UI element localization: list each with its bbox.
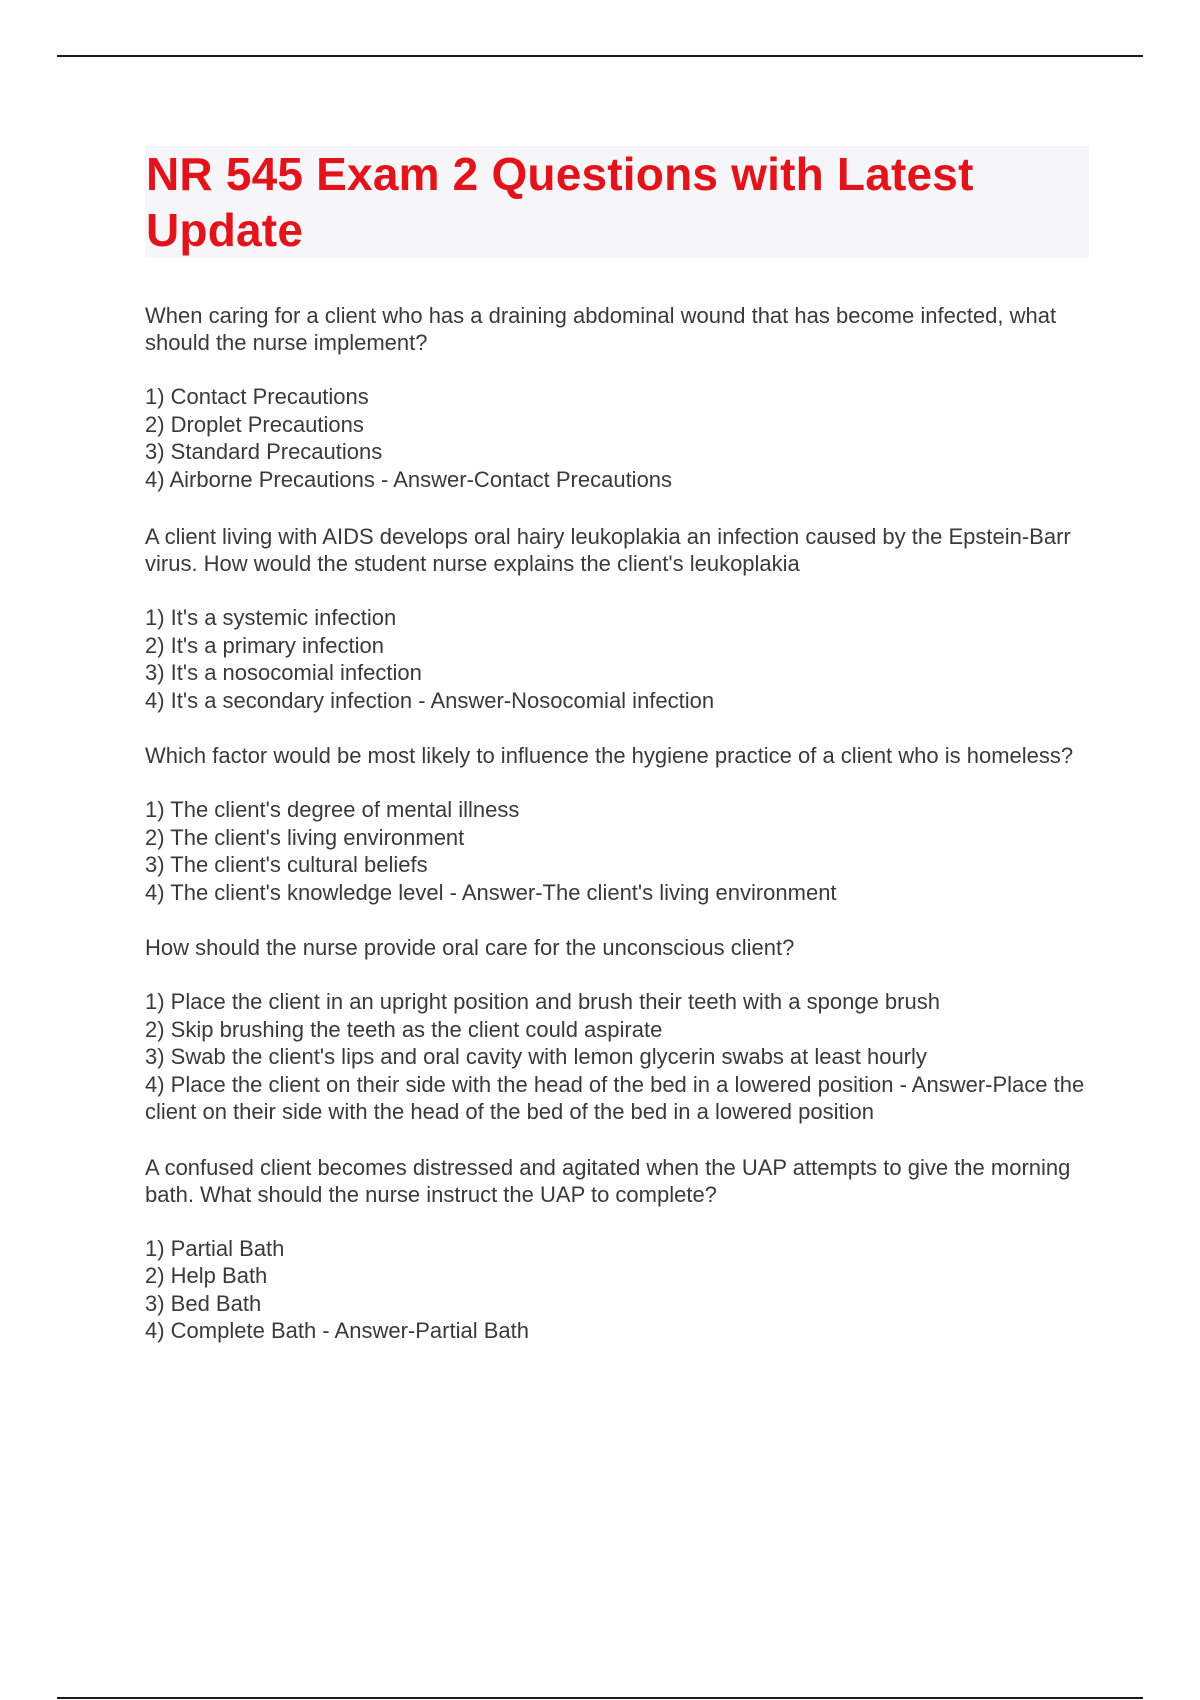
option-item: 2) It's a primary infection [145,632,384,658]
option-item: 1) Partial Bath [145,1235,285,1261]
question-text: When caring for a client who has a draining abdominal wound that has become infected, what should the nurse implement? [145,303,1057,355]
option-item-answer: 4) It's a secondary infection - Answer-Nosocomial infection [145,687,715,713]
question-text: How should the nurse provide oral care for the unconscious client? [145,935,795,960]
option-item: 2) Droplet Precautions [145,411,364,437]
title-banner [145,146,1089,258]
question-block-4 [145,934,1085,1126]
option-item-answer: 4) Place the client on their side with the head of the bed in a lowered position - Answer-Place the client on their side with the head of the bed of the bed in a lowered position [145,1071,1085,1124]
option-list [145,1235,1085,1345]
option-item: 3) Standard Precautions [145,439,383,464]
question-block-1 [145,302,1085,493]
option-list [145,988,1085,1126]
option-item: 1) Place the client in an upright position and brush their teeth with a sponge brush [145,989,940,1014]
option-item-answer: 4) Complete Bath - Answer-Partial Bath [145,1318,529,1343]
option-item: 1) The client's degree of mental illness [145,797,520,822]
option-item-answer: 4) The client's knowledge level - Answer-The client's living environment [145,879,837,905]
top-divider [57,55,1143,57]
option-item-answer: 4) Airborne Precautions - Answer-Contact Precautions [145,466,673,492]
question-text: A client living with AIDS develops oral hairy leukoplakia an infection caused by the Epstein-Barr virus. How would the student nurse explains the client's leukoplakia [145,524,1071,576]
option-list [145,796,1085,906]
question-text: Which factor would be most likely to influence the hygiene practice of a client who is homeless? [145,743,1074,768]
question-block-5 [145,1154,1085,1345]
option-list [145,604,1085,714]
question-block-2 [145,523,1085,714]
option-item: 3) The client's cultural beliefs [145,852,428,877]
option-item: 2) Help Bath [145,1263,268,1288]
option-item: 1) It's a systemic infection [145,605,397,630]
option-list [145,383,1085,493]
option-item: 2) The client's living environment [145,824,465,850]
question-text: A confused client becomes distressed and agitated when the UAP attempts to give the morning bath. What should the nurse instruct the UAP to complete? [145,1154,1071,1207]
option-item: 3) Bed Bath [145,1290,262,1316]
page-title: NR 545 Exam 2 Questions with Latest Update [146,148,974,256]
option-item: 2) Skip brushing the teeth as the client could aspirate [145,1016,663,1042]
question-block-3 [145,742,1085,906]
question-list [145,302,1085,1373]
option-item: 3) Swab the client's lips and oral cavity with lemon glycerin swabs at least hourly [145,1044,927,1069]
option-item: 3) It's a nosocomial infection [145,660,422,685]
option-item: 1) Contact Precautions [145,384,369,409]
bottom-divider [57,1697,1143,1699]
